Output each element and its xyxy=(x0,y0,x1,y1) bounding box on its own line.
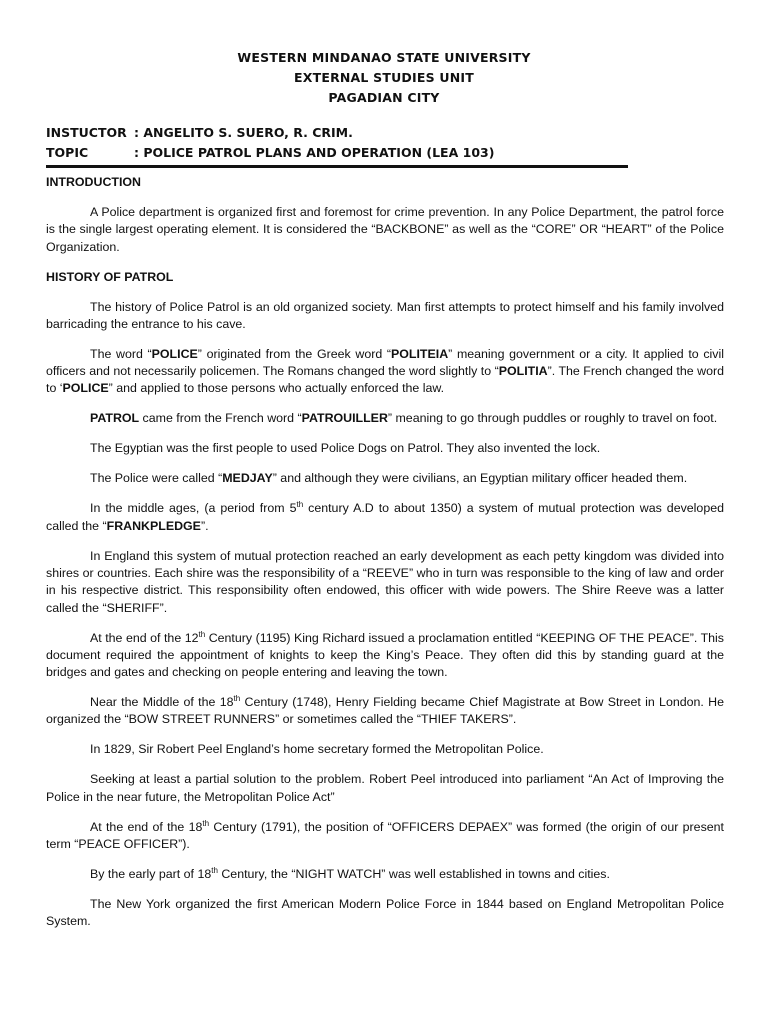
text-run: In the middle ages, (a period from 5 xyxy=(90,501,297,516)
bold-term: POLITEIA xyxy=(391,346,449,361)
bold-term: POLICE xyxy=(151,346,198,361)
text-run: ” and although they were civilians, an Egyptian military officer headed them. xyxy=(272,471,688,486)
paragraph-history-2 xyxy=(46,346,724,398)
bold-term: FRANKPLEDGE xyxy=(106,518,201,533)
text-run: came from the French word “ xyxy=(139,411,302,426)
text-run: ” originated from the Greek word “ xyxy=(197,346,392,361)
paragraph-text: A Police department is organized first and foremost for crime prevention. In any Police Department, the patrol force is the single largest operating element. It is considered the “BACKBONE” as well as the “CORE” OR “HEART” of the Police Organization. xyxy=(46,204,724,254)
text-run: Century (1195) King Richard issued a proclamation entitled “KEEPING OF THE PEACE”. This document required the appointment of knights to keep the King’s Peace. They often did this by standing guard at the bridges and gates and checking on people entering and leaving the town. xyxy=(46,630,724,680)
text-run: Near the Middle of the 18 xyxy=(90,695,234,710)
section-heading-introduction: INTRODUCTION xyxy=(46,175,141,189)
instructor-row xyxy=(46,123,494,143)
city-name: PAGADIAN CITY xyxy=(328,90,440,105)
paragraph-history-3 xyxy=(46,410,724,427)
text-run: Century (1791), the position of “OFFICERS DEPAEX” was formed (the origin of our present term “PEACE OFFICER”). xyxy=(46,819,724,851)
topic-row xyxy=(46,143,494,163)
text-run: By the early part of 18 xyxy=(90,866,212,881)
instructor-label: INSTUCTOR xyxy=(46,125,127,140)
paragraph-history-9 xyxy=(46,694,724,729)
text-run: ”. The French changed the word to ‘ xyxy=(46,364,724,396)
bold-term: POLITIA xyxy=(498,364,548,379)
bold-term: MEDJAY xyxy=(222,471,273,486)
text-run: At the end of the 18 xyxy=(90,819,203,834)
text-run: ” and applied to those persons who actually enforced the law. xyxy=(108,381,445,396)
paragraph-text: The New York organized the first American Modern Police Force in 1844 based on England Metropolitan Police System. xyxy=(46,896,724,929)
paragraph-history-10 xyxy=(46,741,724,758)
paragraph-history-7 xyxy=(46,548,724,617)
section-heading-history: HISTORY OF PATROL xyxy=(46,269,174,284)
paragraph-history-13 xyxy=(46,866,724,883)
document-body xyxy=(46,174,724,943)
paragraph-text: In England this system of mutual protection reached an early development as each petty kingdom was divided into shires or countries. Each shire was the responsibility of a “REEVE” who in turn was responsible to the king of law and order in his respective district. This responsibility often endowed, this officer with wide powers. The Shire Reeve was a latter called the “SHERIFF”. xyxy=(46,548,724,615)
paragraph-history-12 xyxy=(46,819,724,854)
text-run: At the end of the 12 xyxy=(90,630,199,645)
paragraph-history-11 xyxy=(46,771,724,806)
bold-term: POLICE xyxy=(62,381,109,396)
text-run: ”. xyxy=(200,518,209,533)
paragraph-intro xyxy=(46,204,724,256)
header-rule xyxy=(46,165,628,168)
paragraph-text: The Egyptian was the first people to used Police Dogs on Patrol. They also invented the lock. xyxy=(90,441,601,456)
topic-value: : POLICE PATROL PLANS AND OPERATION (LEA 103) xyxy=(134,145,495,160)
superscript: th xyxy=(211,865,218,875)
text-run: century A.D to about 1350) a system of mutual protection was developed called the “ xyxy=(46,501,724,533)
topic-label: TOPIC xyxy=(46,145,89,160)
paragraph-history-8 xyxy=(46,630,724,682)
text-run: ” meaning to go through puddles or roughly to travel on foot. xyxy=(387,411,718,426)
superscript: th xyxy=(198,629,206,639)
paragraph-history-5 xyxy=(46,470,724,487)
unit-name: EXTERNAL STUDIES UNIT xyxy=(294,70,474,85)
text-run: The Police were called “ xyxy=(90,471,223,486)
superscript: th xyxy=(233,693,241,703)
text-run: The word “ xyxy=(90,346,152,361)
bold-term: PATROUILLER xyxy=(301,411,388,426)
superscript: th xyxy=(202,818,210,828)
text-run: Century, the “NIGHT WATCH” was well established in towns and cities. xyxy=(217,866,610,881)
paragraph-text: Seeking at least a partial solution to the problem. Robert Peel introduced into parliament “An Act of Improving the Police in the near future, the Metropolitan Police Act” xyxy=(46,772,724,804)
instructor-value: : ANGELITO S. SUERO, R. CRIM. xyxy=(134,125,353,140)
university-name: WESTERN MINDANAO STATE UNIVERSITY xyxy=(237,50,531,65)
paragraph-history-14 xyxy=(46,896,724,931)
bold-term: PATROL xyxy=(90,411,140,426)
paragraph-history-6 xyxy=(46,500,724,535)
document-header xyxy=(0,48,768,108)
text-run: Century (1748), Henry Fielding became Chief Magistrate at Bow Street in London. He organized the “BOW STREET RUNNERS” or sometimes called the “THIEF TAKERS”. xyxy=(46,695,724,727)
paragraph-text: The history of Police Patrol is an old organized society. Man first attempts to protect himself and his family involved barricading the entrance to his cave. xyxy=(46,299,724,331)
course-meta xyxy=(46,123,494,163)
text-run: ” meaning government or a city. It applied to civil officers and not necessarily policemen. The Romans changed the word slightly to “ xyxy=(46,346,724,379)
superscript: th xyxy=(296,500,304,510)
paragraph-history-4 xyxy=(46,440,724,457)
paragraph-history-1 xyxy=(46,299,724,334)
paragraph-text: In 1829, Sir Robert Peel England’s home secretary formed the Metropolitan Police. xyxy=(90,742,544,757)
